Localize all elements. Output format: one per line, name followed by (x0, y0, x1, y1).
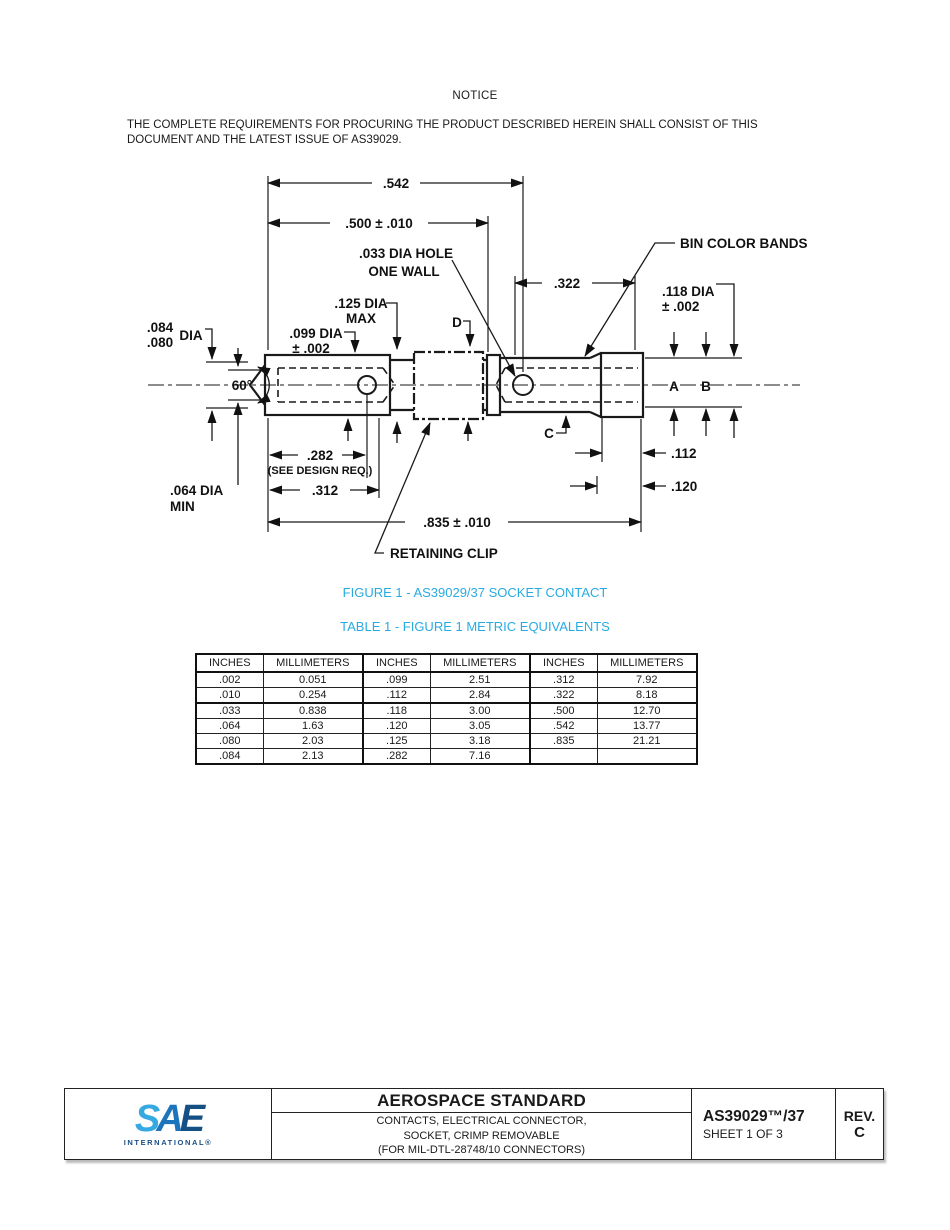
see-design-req-label: (SEE DESIGN REQ.) (267, 465, 373, 477)
letter-a-label: A (669, 379, 679, 394)
table-row: .084 2.13 .282 7.16 (196, 749, 697, 765)
dia-099-label-2: ± .002 (292, 341, 330, 356)
retaining-clip-label: RETAINING CLIP (390, 546, 498, 561)
sae-logo (65, 1089, 272, 1159)
title-block (64, 1088, 884, 1160)
subtitle-line: (FOR MIL-DTL-28748/10 CONNECTORS) (377, 1144, 585, 1157)
document-number-cell (692, 1089, 836, 1159)
dia-080-label: .080 (146, 335, 174, 350)
subtitle-line: CONTACTS, ELECTRICAL CONNECTOR, (376, 1115, 587, 1128)
notice-title: NOTICE (452, 90, 498, 102)
table-row: .010 0.254 .112 2.84 .322 8.18 (196, 688, 697, 704)
notice-body: THE COMPLETE REQUIREMENTS FOR PROCURING THE PRODUCT DESCRIBED HEREIN SHALL CONSIST OF THIS DOCUMENT AND THE LATEST ISSUE OF AS39029. (127, 119, 758, 146)
aerospace-standard-title: AEROSPACE STANDARD (272, 1089, 691, 1113)
rev-label: REV. (843, 1107, 876, 1124)
dia-099-label-1: .099 DIA (289, 326, 343, 341)
dim-112-label: .112 (671, 446, 697, 461)
document-subtitle (272, 1113, 691, 1159)
dia-125-label-2: MAX (346, 311, 376, 326)
letter-d-label: D (452, 315, 462, 330)
dia-064-label-1: .064 DIA (170, 483, 224, 498)
dia-064-label-2: MIN (170, 499, 195, 514)
table-row: .033 0.838 .118 3.00 .500 12.70 (196, 703, 697, 719)
hole-note-line1: .033 DIA HOLE (358, 246, 454, 261)
dim-120-label: .120 (671, 479, 698, 494)
hole-note-line2: ONE WALL (368, 264, 440, 279)
sae-logo-international: INTERNATIONAL® (123, 1137, 213, 1147)
dim-312-label: .312 (311, 483, 339, 498)
sheet-number: SHEET 1 OF 3 (703, 1126, 783, 1141)
figure-caption: FIGURE 1 - AS39029/37 SOCKET CONTACT (342, 585, 608, 600)
letter-b-label: B (701, 379, 711, 394)
table-row: .002 0.051 .099 2.51 .312 7.92 (196, 672, 697, 688)
dia-125-label-1: .125 DIA (334, 296, 388, 311)
letter-c-label: C (544, 426, 554, 441)
document-number: AS39029™/37 (703, 1107, 805, 1125)
bin-color-bands-label: BIN COLOR BANDS (680, 236, 808, 251)
title-block-center (272, 1089, 692, 1159)
table-row: .080 2.03 .125 3.18 .835 21.21 (196, 734, 697, 749)
rev-value: C (854, 1123, 865, 1141)
dia-084-label: .084 (146, 320, 174, 335)
metric-equivalents-table (195, 653, 698, 765)
dim-835-label: .835 ± .010 (423, 515, 491, 530)
table-row: .064 1.63 .120 3.05 .542 13.77 (196, 719, 697, 734)
dim-500-label: .500 ± .010 (345, 216, 413, 231)
dim-282-label: .282 (306, 448, 334, 463)
dim-542-label: .542 (382, 176, 410, 191)
table-caption: TABLE 1 - FIGURE 1 METRIC EQUIVALENTS (340, 619, 610, 634)
dia-text-label: DIA (179, 328, 203, 343)
revision-cell (836, 1089, 883, 1159)
table-header-row: INCHES MILLIMETERS INCHES MILLIMETERS INCHES MILLIMETERS (196, 654, 697, 672)
angle-60-label: 60° (231, 378, 253, 393)
figure1-drawing (0, 160, 950, 580)
dim-322-label: .322 (553, 276, 581, 291)
sae-logo-wordmark: SAE (134, 1097, 202, 1140)
dia-118-label-1: .118 DIA (662, 284, 715, 299)
dia-118-label-2: ± .002 (662, 299, 700, 314)
subtitle-line: SOCKET, CRIMP REMOVABLE (403, 1129, 560, 1142)
